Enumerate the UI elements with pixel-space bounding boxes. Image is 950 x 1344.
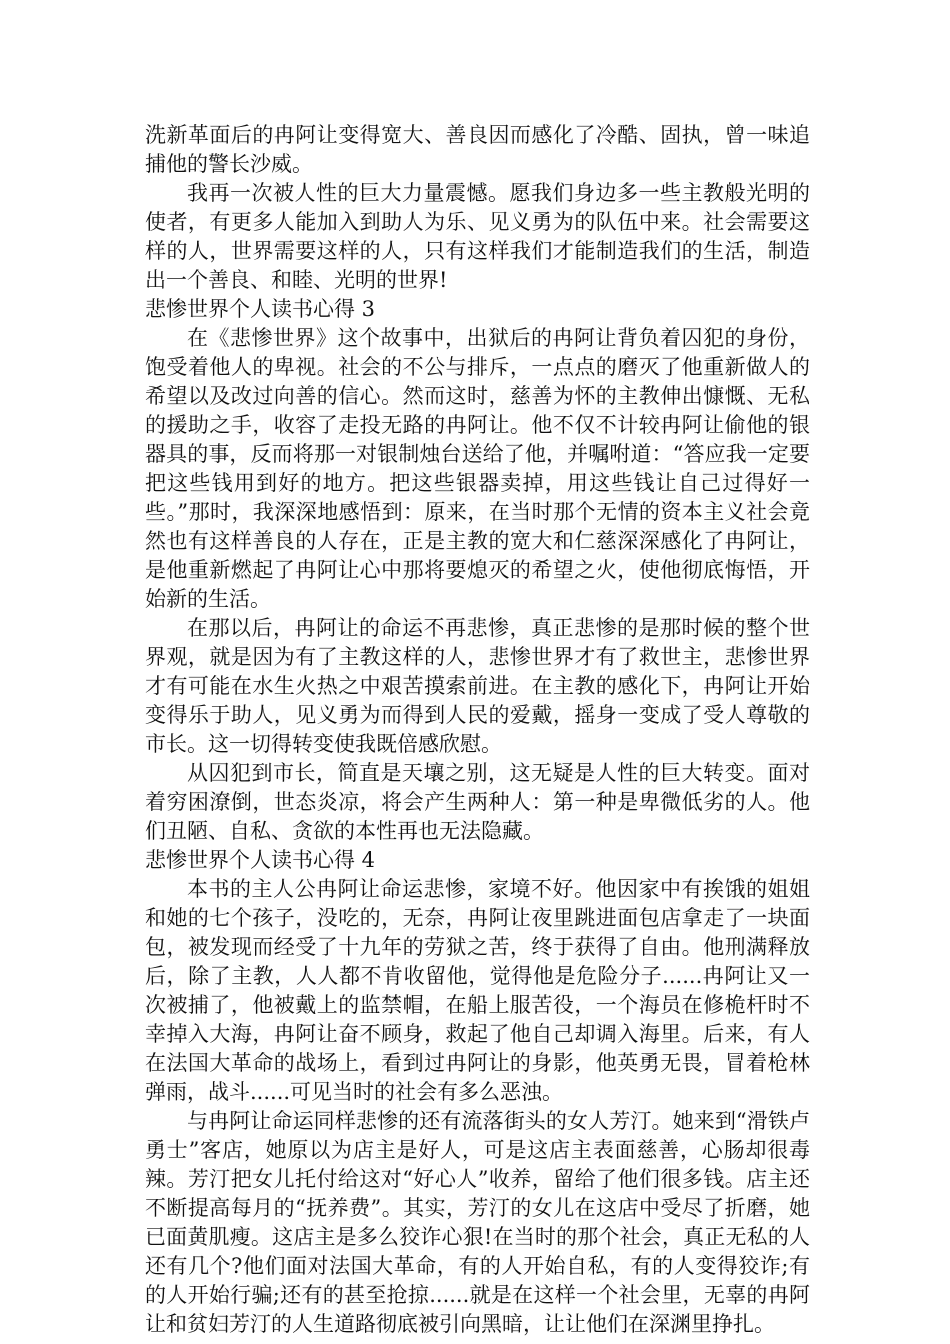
paragraph: 我再一次被人性的巨大力量震憾。愿我们身边多一些主教般光明的使者，有更多人能加入到助人为乐、见义勇为的队伍中来。社会需要这样的人，世界需要这样的人，只有这样我们才能制造我们的生活，制造出一个善良、和睦、光明的世界! (145, 181, 810, 292)
section-heading-3: 悲惨世界个人读书心得 3 (145, 297, 376, 321)
paragraph: 与冉阿让命运同样悲惨的还有流落街头的女人芳汀。她来到“滑铁卢勇士”客店，她原以为店主是好人，可是这店主表面慈善，心肠却很毒辣。芳汀把女儿托付给这对“好心人”收养，留给了他们很多钱。店主还不断提高每月的“抚养费”。其实，芳汀的女儿在这店中受尽了折磨，她已面黄肌瘦。这店主是多么狡诈心狠!在当时的那个社会，真正无私的人还有几个?他们面对法国大革命，有的人开始自私，有的人变得狡诈;有的人开始行骗;还有的甚至抢掠......就是在这样一个社会里，无辜的冉阿让和贫妇芳汀的人生道路彻底被引向黑暗，让让他们在深渊里挣扎。 (145, 1109, 810, 1336)
paragraph-continuation: 洗新革面后的冉阿让变得宽大、善良因而感化了冷酷、固执，曾一味追捕他的警长沙威。 (145, 123, 810, 176)
paragraph: 本书的主人公冉阿让命运悲惨，家境不好。他因家中有挨饿的姐姐和她的七个孩子，没吃的，无奈，冉阿让夜里跳进面包店拿走了一块面包，被发现而经受了十九年的劳狱之苦，终于获得了自由。他刑满释放后，除了主教，人人都不肯收留他，觉得他是危险分子......冉阿让又一次被捕了，他被戴上的监禁帽，在船上服苦役，一个海员在修桅杆时不幸掉入大海，冉阿让奋不顾身，救起了他自己却调入海里。后来，有人在法国大革命的战场上，看到过冉阿让的身影，他英勇无畏，冒着枪林弹雨，战斗......可见当时的社会有多么恶浊。 (145, 877, 810, 1104)
paragraph: 从囚犯到市长，简直是天壤之别，这无疑是人性的巨大转变。面对着穷困潦倒，世态炎凉，将会产生两种人：第一种是卑微低劣的人。他们丑陋、自私、贪欲的本性再也无法隐藏。 (145, 761, 810, 843)
paragraph: 在那以后，冉阿让的命运不再悲惨，真正悲惨的是那时候的整个世界观，就是因为有了主教这样的人，悲惨世界才有了救世主，悲惨世界才有可能在水生火热之中艰苦摸索前进。在主教的感化下，冉阿让开始变得乐于助人，见义勇为而得到人民的爱戴，摇身一变成了受人尊敬的市长。这一切得转变使我既倍感欣慰。 (145, 616, 810, 756)
document-body (145, 121, 810, 1339)
paragraph: 在《悲惨世界》这个故事中，出狱后的冉阿让背负着囚犯的身份，饱受着他人的卑视。社会的不公与排斥，一点点的磨灭了他重新做人的希望以及改过向善的信心。然而这时，慈善为怀的主教伸出慷慨、无私的援助之手，收容了走投无路的冉阿让。他不仅不计较冉阿让偷他的银器具的事，反而将那一对银制烛台送给了他，并嘱咐道：“答应我一定要把这些钱用到好的地方。把这些银器卖掉，用这些钱让自己过得好一些。”那时，我深深地感悟到：原来，在当时那个无情的资本主义社会竟然也有这样善良的人存在，正是主教的宽大和仁慈深深感化了冉阿让，是他重新燃起了冉阿让心中那将要熄灭的希望之火，使他彻底悔悟，开始新的生活。 (145, 326, 810, 611)
section-heading-4: 悲惨世界个人读书心得 4 (145, 848, 376, 872)
